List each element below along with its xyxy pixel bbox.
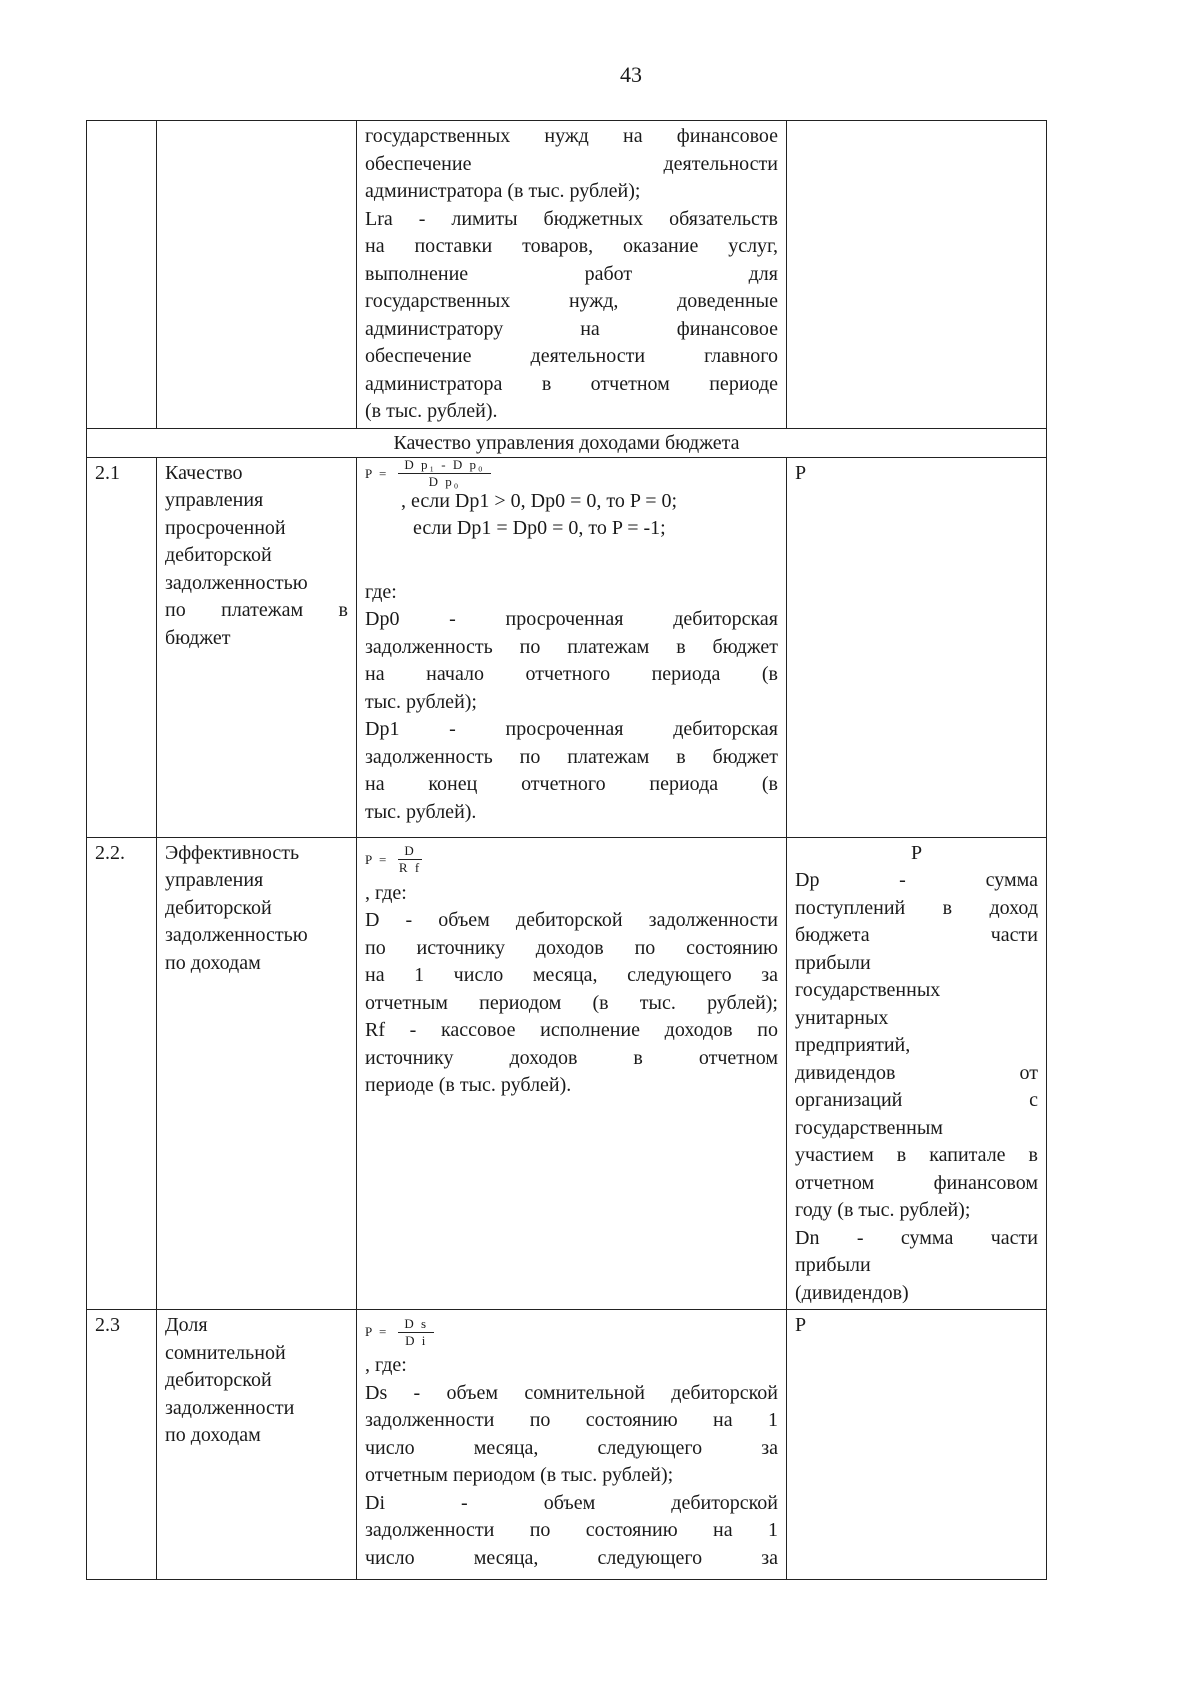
value-cell xyxy=(787,1310,1047,1580)
text-line: Dp0 - просроченная дебиторская xyxy=(365,608,778,630)
formula xyxy=(365,457,778,489)
indicator-name xyxy=(157,1310,357,1580)
formula-lhs: P = xyxy=(365,1324,389,1340)
formula-lhs: P = xyxy=(365,851,389,867)
text-line: государственных нужд, доведенные xyxy=(365,290,778,312)
text-line: задолженности xyxy=(165,1396,295,1419)
text-line: число месяца, следующего за xyxy=(365,1436,778,1459)
text-line: дебиторской xyxy=(165,544,272,566)
text-line: задолженности по состоянию на 1 xyxy=(365,1519,778,1541)
where-label: где: xyxy=(365,580,397,603)
text-line: администратора (в тыс. рублей); xyxy=(365,180,641,202)
text-line: поступлений в доход xyxy=(795,896,1038,919)
text-line: на начало отчетного периода (в xyxy=(365,663,778,685)
text-line: сомнительной xyxy=(165,1341,286,1364)
formula-numerator: D p₁ - D p₀ xyxy=(398,457,490,474)
text-line: администратору на финансовое xyxy=(365,317,778,340)
text-line: бюджет xyxy=(165,626,231,649)
formula-denominator: D p₀ xyxy=(428,474,461,489)
indicator-row xyxy=(87,1310,1047,1580)
value-cell xyxy=(787,837,1047,1310)
text-line: число месяца, следующего за xyxy=(365,1546,778,1569)
text-line: отчетном финансовом xyxy=(795,1171,1038,1194)
value-label: P xyxy=(910,841,923,864)
text-line: году (в тыс. рублей); xyxy=(795,1199,971,1221)
text-line: по источнику доходов по состоянию xyxy=(365,936,778,959)
row-number: 2.3 xyxy=(87,1310,157,1580)
section-row xyxy=(87,428,1047,457)
page-number: 43 xyxy=(620,62,642,87)
text-line: Di - объем дебиторской xyxy=(365,1491,778,1514)
text-line: государственных нужд на финансовое xyxy=(365,125,778,147)
text-line: (дивидендов) xyxy=(795,1281,909,1304)
text-line: участием в капитале в xyxy=(795,1144,1038,1166)
text-line: Dn - сумма части xyxy=(795,1226,1038,1249)
where-label: , где: xyxy=(365,881,407,904)
text-line: на 1 число месяца, следующего за xyxy=(365,964,778,986)
text-line: Качество xyxy=(165,461,243,484)
row-number: 2.2. xyxy=(87,837,157,1310)
text-line: периоде (в тыс. рублей). xyxy=(365,1074,572,1096)
formula-fraction xyxy=(398,1316,434,1349)
text-line: задолженность по платежам в бюджет xyxy=(365,635,778,658)
formula-condition: если Dp1 = Dp0 = 0, то P = -1; xyxy=(413,517,666,539)
text-line: Доля xyxy=(165,1314,208,1336)
cell-empty xyxy=(787,121,1047,429)
indicator-name xyxy=(157,837,357,1310)
text-line: просроченной xyxy=(165,516,286,539)
text-line: предприятий, xyxy=(795,1034,911,1056)
text-line: на конец отчетного периода (в xyxy=(365,773,778,795)
text-line: задолженностью xyxy=(165,571,308,594)
text-line: задолженности по состоянию на 1 xyxy=(365,1409,778,1431)
cell-empty xyxy=(157,121,357,429)
value-label: P xyxy=(795,1314,807,1336)
text-line: выполнение работ для xyxy=(365,262,778,285)
text-line: Эффективность xyxy=(165,841,300,864)
text-line: прибыли xyxy=(795,1254,871,1276)
formula-fraction xyxy=(398,843,421,876)
continuation-row xyxy=(87,121,1047,429)
text-line: по доходам xyxy=(165,1424,261,1446)
text-line: унитарных xyxy=(795,1006,889,1029)
text-line: Lra - лимиты бюджетных обязательств xyxy=(365,207,778,230)
text-line: на поставки товаров, оказание услуг, xyxy=(365,235,778,257)
formula-denominator: R f xyxy=(398,860,422,875)
text-line: государственных xyxy=(795,979,941,1001)
formula-cell xyxy=(357,1310,787,1580)
text-line: организаций с xyxy=(795,1089,1038,1111)
text-line: по платежам в xyxy=(165,599,348,621)
text-line: бюджета части xyxy=(795,924,1038,946)
text-line: обеспечение деятельности xyxy=(365,152,778,175)
text-line: администратора в отчетном периоде xyxy=(365,372,778,395)
text-line: тыс. рублей); xyxy=(365,690,477,713)
text-line: Ds - объем сомнительной дебиторской xyxy=(365,1381,778,1404)
text-line: задолженность по платежам в бюджет xyxy=(365,745,778,768)
where-label: , где: xyxy=(365,1354,407,1376)
text-line: D - объем дебиторской задолженности xyxy=(365,909,778,931)
section-title: Качество управления доходами бюджета xyxy=(87,428,1047,457)
text-line: (в тыс. рублей). xyxy=(365,400,498,422)
text-line: дебиторской xyxy=(165,896,272,919)
text-line: отчетным периодом (в тыс. рублей); xyxy=(365,1464,674,1486)
text-line: прибыли xyxy=(795,951,871,974)
formula-numerator: D xyxy=(398,843,421,860)
formula-numerator: D s xyxy=(398,1316,434,1333)
formula xyxy=(365,840,778,880)
text-line: дебиторской xyxy=(165,1369,272,1391)
text-line: источнику доходов в отчетном xyxy=(365,1046,778,1069)
text-line: тыс. рублей). xyxy=(365,800,477,823)
value-label: P xyxy=(795,461,807,484)
text-line: задолженностью xyxy=(165,924,308,946)
formula-denominator: D i xyxy=(405,1332,428,1348)
formula-cell xyxy=(357,837,787,1310)
text-line: управления xyxy=(165,489,264,511)
formula-fraction xyxy=(398,457,490,490)
formula xyxy=(365,1312,778,1352)
text-line: Dp1 - просроченная дебиторская xyxy=(365,718,778,740)
indicator-row xyxy=(87,457,1047,837)
formula-condition: , если Dp1 > 0, Dp0 = 0, то P = 0; xyxy=(401,489,678,512)
text-line: дивидендов от xyxy=(795,1061,1038,1084)
text-line: Rf - кассовое исполнение доходов по xyxy=(365,1019,778,1041)
text-line: отчетным периодом (в тыс. рублей); xyxy=(365,991,778,1014)
continuation-text xyxy=(357,121,787,429)
text-line: государственным xyxy=(795,1116,943,1139)
text-line: Dp - сумма xyxy=(795,869,1038,891)
indicator-row xyxy=(87,837,1047,1310)
formula-lhs: P = xyxy=(365,465,389,481)
cell-empty xyxy=(87,121,157,429)
indicator-name xyxy=(157,457,357,837)
formula-cell xyxy=(357,457,787,837)
row-number: 2.1 xyxy=(87,457,157,837)
text-line: управления xyxy=(165,869,264,891)
text-line: по доходам xyxy=(165,951,261,974)
value-cell xyxy=(787,457,1047,837)
indicators-table xyxy=(86,120,1047,1580)
text-line: обеспечение деятельности главного xyxy=(365,345,778,367)
